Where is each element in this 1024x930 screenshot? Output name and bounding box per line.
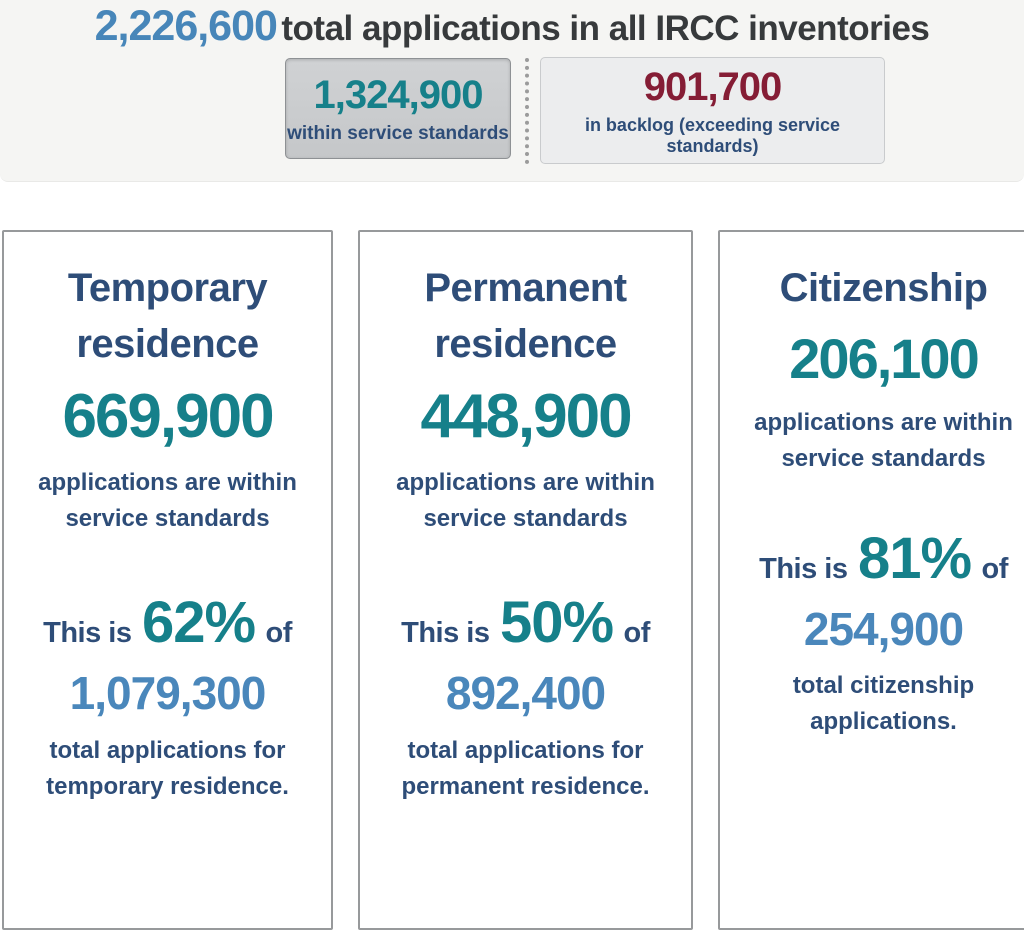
card-permanent-residence: [358, 230, 693, 930]
total-applications-label: total citizenship applications.: [792, 672, 975, 736]
percentage-prefix: This is: [759, 552, 848, 585]
card-title: Citizenship: [779, 266, 988, 310]
within-service-standards-number: 1,324,900: [313, 73, 483, 117]
percentage-row: [360, 589, 691, 656]
percentage-suffix: of: [981, 552, 1008, 585]
total-applications-number: 1,079,300: [69, 667, 266, 720]
backlog-number: 901,700: [643, 65, 782, 109]
total-applications-label: total applications for permanent residence.: [401, 736, 650, 800]
card-temporary-residence: [2, 230, 333, 930]
percentage-prefix: This is: [401, 617, 490, 650]
dotted-divider: [525, 58, 529, 164]
within-standards-label: applications are within service standards: [38, 469, 297, 533]
total-applications-label: total applications for temporary residence.: [46, 736, 289, 800]
within-service-standards-box[interactable]: [285, 58, 511, 159]
card-title: Permanent residence: [424, 266, 627, 366]
percentage-suffix: of: [265, 617, 292, 650]
backlog-box[interactable]: [540, 57, 885, 164]
within-standards-label: applications are within service standards: [396, 469, 655, 533]
total-applications-number: 2,226,600: [94, 2, 277, 50]
within-standards-number: 669,900: [62, 382, 273, 451]
percentage-value: 62%: [141, 590, 256, 656]
within-standards-label: applications are within service standards: [754, 408, 1013, 472]
total-applications-number: 892,400: [445, 667, 606, 720]
card-title: Temporary residence: [67, 266, 268, 366]
within-standards-number: 206,100: [789, 327, 978, 390]
total-applications-label: total applications in all IRCC inventories: [281, 9, 930, 48]
percentage-suffix: of: [623, 617, 650, 650]
percentage-row: [720, 525, 1024, 592]
inventory-summary-banner: [0, 0, 1024, 182]
within-standards-number: 448,900: [420, 382, 631, 451]
backlog-label: in backlog (exceeding service standards): [584, 115, 841, 156]
percentage-value: 81%: [857, 525, 972, 591]
percentage-value: 50%: [499, 590, 614, 656]
percentage-prefix: This is: [43, 617, 132, 650]
percentage-row: [4, 589, 331, 656]
within-service-standards-label: within service standards: [287, 123, 509, 144]
total-applications-number: 254,900: [803, 602, 964, 655]
page-title: [0, 0, 1024, 62]
card-citizenship: [718, 230, 1024, 930]
